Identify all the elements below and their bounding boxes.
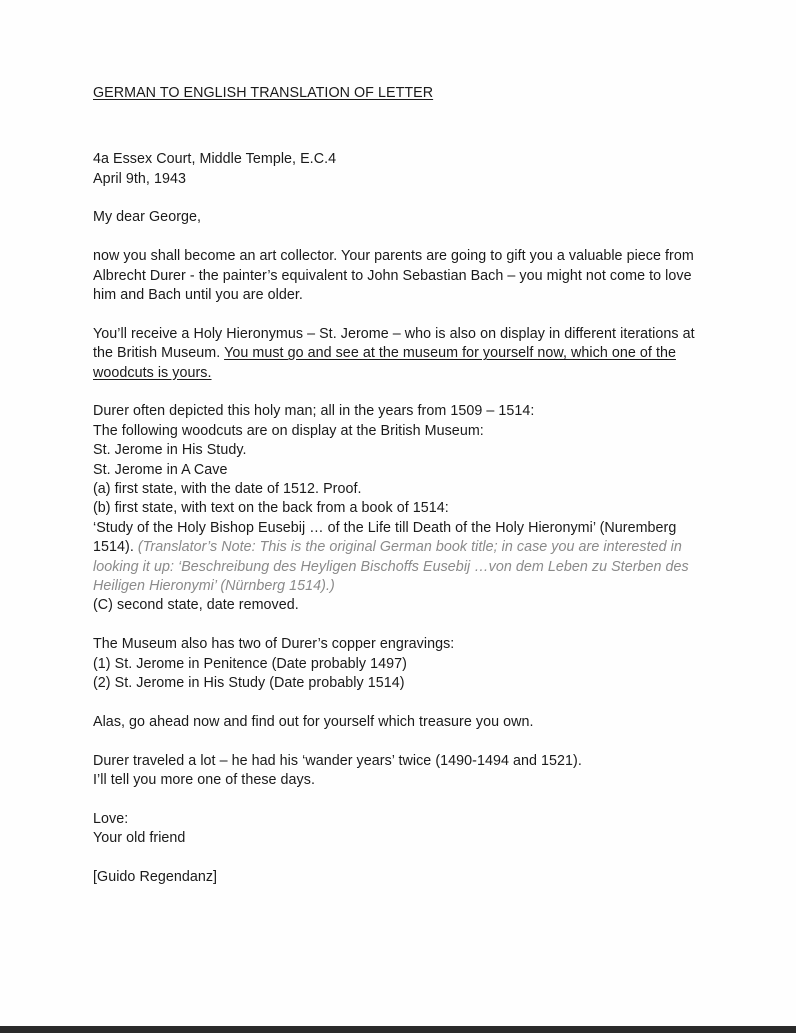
spacer (93, 694, 733, 713)
woodcut-state-b: (b) first state, with text on the back from a book of 1514: (93, 500, 449, 517)
translator-note-line3: Heiligen Hieronymi’ (Nürnberg 1514).) (93, 578, 335, 595)
book-year-line (93, 538, 733, 557)
spacer (93, 142, 733, 150)
engraving-item-study: (2) St. Jerome in His Study (Date probably 1514) (93, 675, 405, 692)
bottom-border (0, 1026, 796, 1033)
spacer (93, 189, 733, 208)
woodcut-state-c: (C) second state, date removed. (93, 597, 299, 614)
paragraph2-line3: woodcuts is yours. (93, 364, 212, 381)
paragraph2-plain-text: the British Museum. (93, 345, 225, 362)
salutation: My dear George, (93, 209, 202, 226)
spacer (93, 103, 733, 142)
closing-love: Love: (93, 810, 129, 827)
spacer (93, 732, 733, 751)
letter-body (93, 84, 733, 888)
paragraph2-line2 (93, 344, 733, 363)
engraving-item-penitence: (1) St. Jerome in Penitence (Date probably 1497) (93, 655, 407, 672)
closing-friend: Your old friend (93, 830, 186, 847)
travel-line1: Durer traveled a lot – he had his ‘wander years’ twice (1490-1494 and 1521). (93, 752, 582, 769)
spacer (93, 616, 733, 635)
letter-date: April 9th, 1943 (93, 170, 186, 187)
spacer (93, 305, 733, 324)
woodcuts-intro: Durer often depicted this holy man; all in the years from 1509 – 1514: (93, 403, 535, 420)
paragraph1-line2: Albrecht Durer - the painter’s equivalent to John Sebastian Bach – you might not come to love (93, 267, 692, 284)
spacer (93, 228, 733, 247)
engravings-intro: The Museum also has two of Durer’s copper engravings: (93, 636, 455, 653)
alas-line: Alas, go ahead now and find out for yourself which treasure you own. (93, 713, 534, 730)
paragraph2-line1: You’ll receive a Holy Hieronymus – St. Jerome – who is also on display in different iterations at (93, 325, 695, 342)
signature: [Guido Regendanz] (93, 869, 218, 886)
book-year: 1514). (93, 539, 138, 556)
spacer (93, 383, 733, 402)
travel-line2: I’ll tell you more one of these days. (93, 772, 315, 789)
spacer (93, 791, 733, 810)
woodcut-item-study: St. Jerome in His Study. (93, 442, 247, 459)
woodcut-item-cave: St. Jerome in A Cave (93, 461, 228, 478)
paragraph2-underlined-text: You must go and see at the museum for yourself now, which one of the (224, 345, 676, 362)
book-title-line: ‘Study of the Holy Bishop Eusebij … of the Life till Death of the Holy Hieronymi’ (Nuremberg (93, 519, 677, 536)
spacer (93, 849, 733, 868)
translator-note: (Translator’s Note: This is the original German book title; in case you are interested in (137, 539, 682, 556)
paragraph1-line3: him and Bach until you are older. (93, 287, 303, 304)
translator-note-line2: looking it up: ‘Beschreibung des Heyligen Bischoffs Eusebij …von dem Leben zu Sterben des (93, 558, 689, 575)
woodcuts-display: The following woodcuts are on display at the British Museum: (93, 422, 484, 439)
address-line: 4a Essex Court, Middle Temple, E.C.4 (93, 151, 337, 168)
document-heading: GERMAN TO ENGLISH TRANSLATION OF LETTER (93, 85, 434, 101)
paragraph1-line1: now you shall become an art collector. Your parents are going to gift you a valuable piece from (93, 248, 694, 265)
woodcut-state-a: (a) first state, with the date of 1512. Proof. (93, 481, 362, 498)
